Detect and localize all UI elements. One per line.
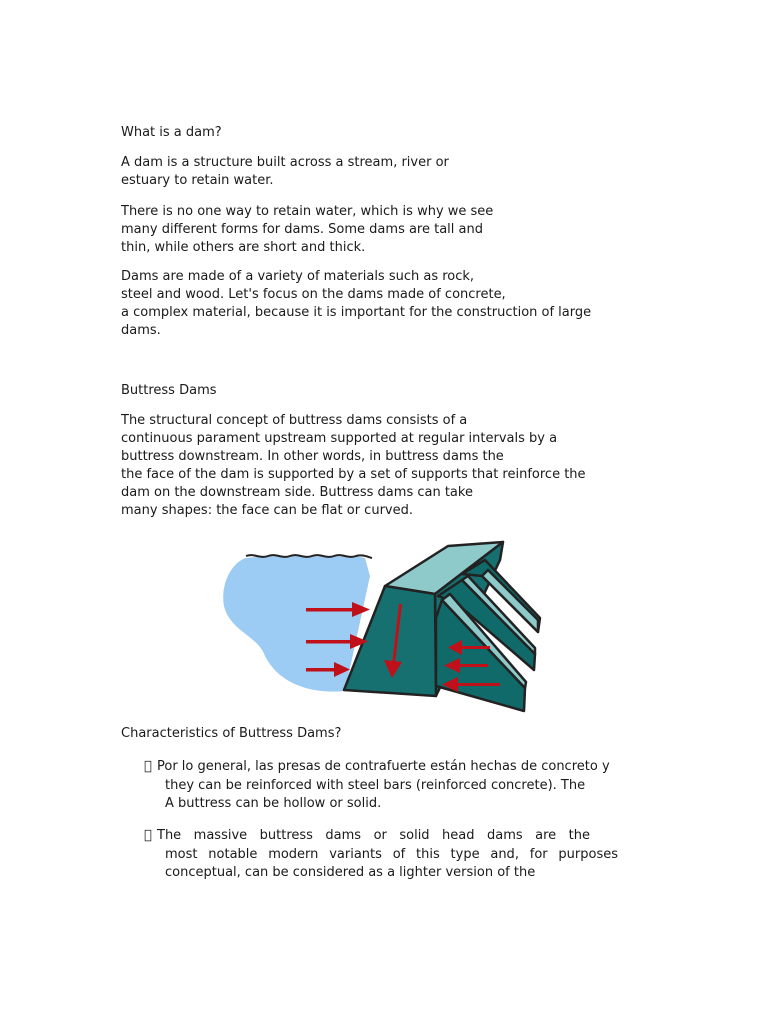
text-line: many shapes: the face can be flat or curved.: [121, 503, 413, 518]
text-line: buttress downstream. In other words, in buttress dams the: [121, 449, 504, 464]
text-line: Por lo general, las presas de contrafuerte están hechas de concreto y: [157, 759, 610, 774]
text-line: A dam is a structure built across a stream, river or: [121, 155, 449, 170]
text-line: A buttress can be hollow or solid.: [165, 796, 382, 811]
bullet-marker: [144, 827, 152, 846]
text-line: the face of the dam is supported by a set of supports that reinforce the: [121, 467, 586, 482]
water-body: [223, 556, 370, 692]
paragraph-materials: [121, 268, 641, 340]
bullet-marker: [144, 758, 152, 777]
buttress-dam-illustration: [220, 536, 550, 716]
text-line: estuary to retain water.: [121, 173, 274, 188]
text-line: The massive buttress dams or solid head dams are the: [157, 828, 590, 843]
text-line: The structural concept of buttress dams consists of a: [121, 413, 468, 428]
characteristics-list: [121, 758, 651, 814]
text-line: There is no one way to retain water, which is why we see: [121, 204, 494, 219]
list-item: [121, 827, 651, 883]
text-line: many different forms for dams. Some dams are tall and: [121, 222, 484, 237]
text-line: continuous parament upstream supported at regular intervals by a: [121, 431, 558, 446]
characteristics-list-2: [121, 827, 651, 883]
text-line: Dams are made of a variety of materials such as rock,: [121, 269, 475, 284]
water-surface-line: [246, 555, 372, 558]
text-line: thin, while others are short and thick.: [121, 240, 366, 255]
text-line: conceptual, can be considered as a lighter version of the: [165, 865, 536, 880]
heading-what-is-a-dam: What is a dam?: [121, 125, 222, 140]
paragraph-buttress-concept: [121, 412, 641, 520]
text-line: a complex material, because it is important for the construction of large: [121, 305, 592, 320]
list-item: [121, 758, 651, 814]
heading-buttress-dams: Buttress Dams: [121, 383, 217, 398]
heading-characteristics: Characteristics of Buttress Dams?: [121, 726, 342, 741]
text-line: steel and wood. Let's focus on the dams made of concrete,: [121, 287, 506, 302]
text-line: dam on the downstream side. Buttress dams can take: [121, 485, 473, 500]
paragraph-forms: [121, 203, 641, 257]
text-line: they can be reinforced with steel bars (reinforced concrete). The: [165, 777, 586, 793]
paragraph-definition: [121, 154, 641, 190]
text-line: dams.: [121, 323, 161, 338]
text-line: most notable modern variants of this type and, for purposes: [165, 846, 618, 862]
